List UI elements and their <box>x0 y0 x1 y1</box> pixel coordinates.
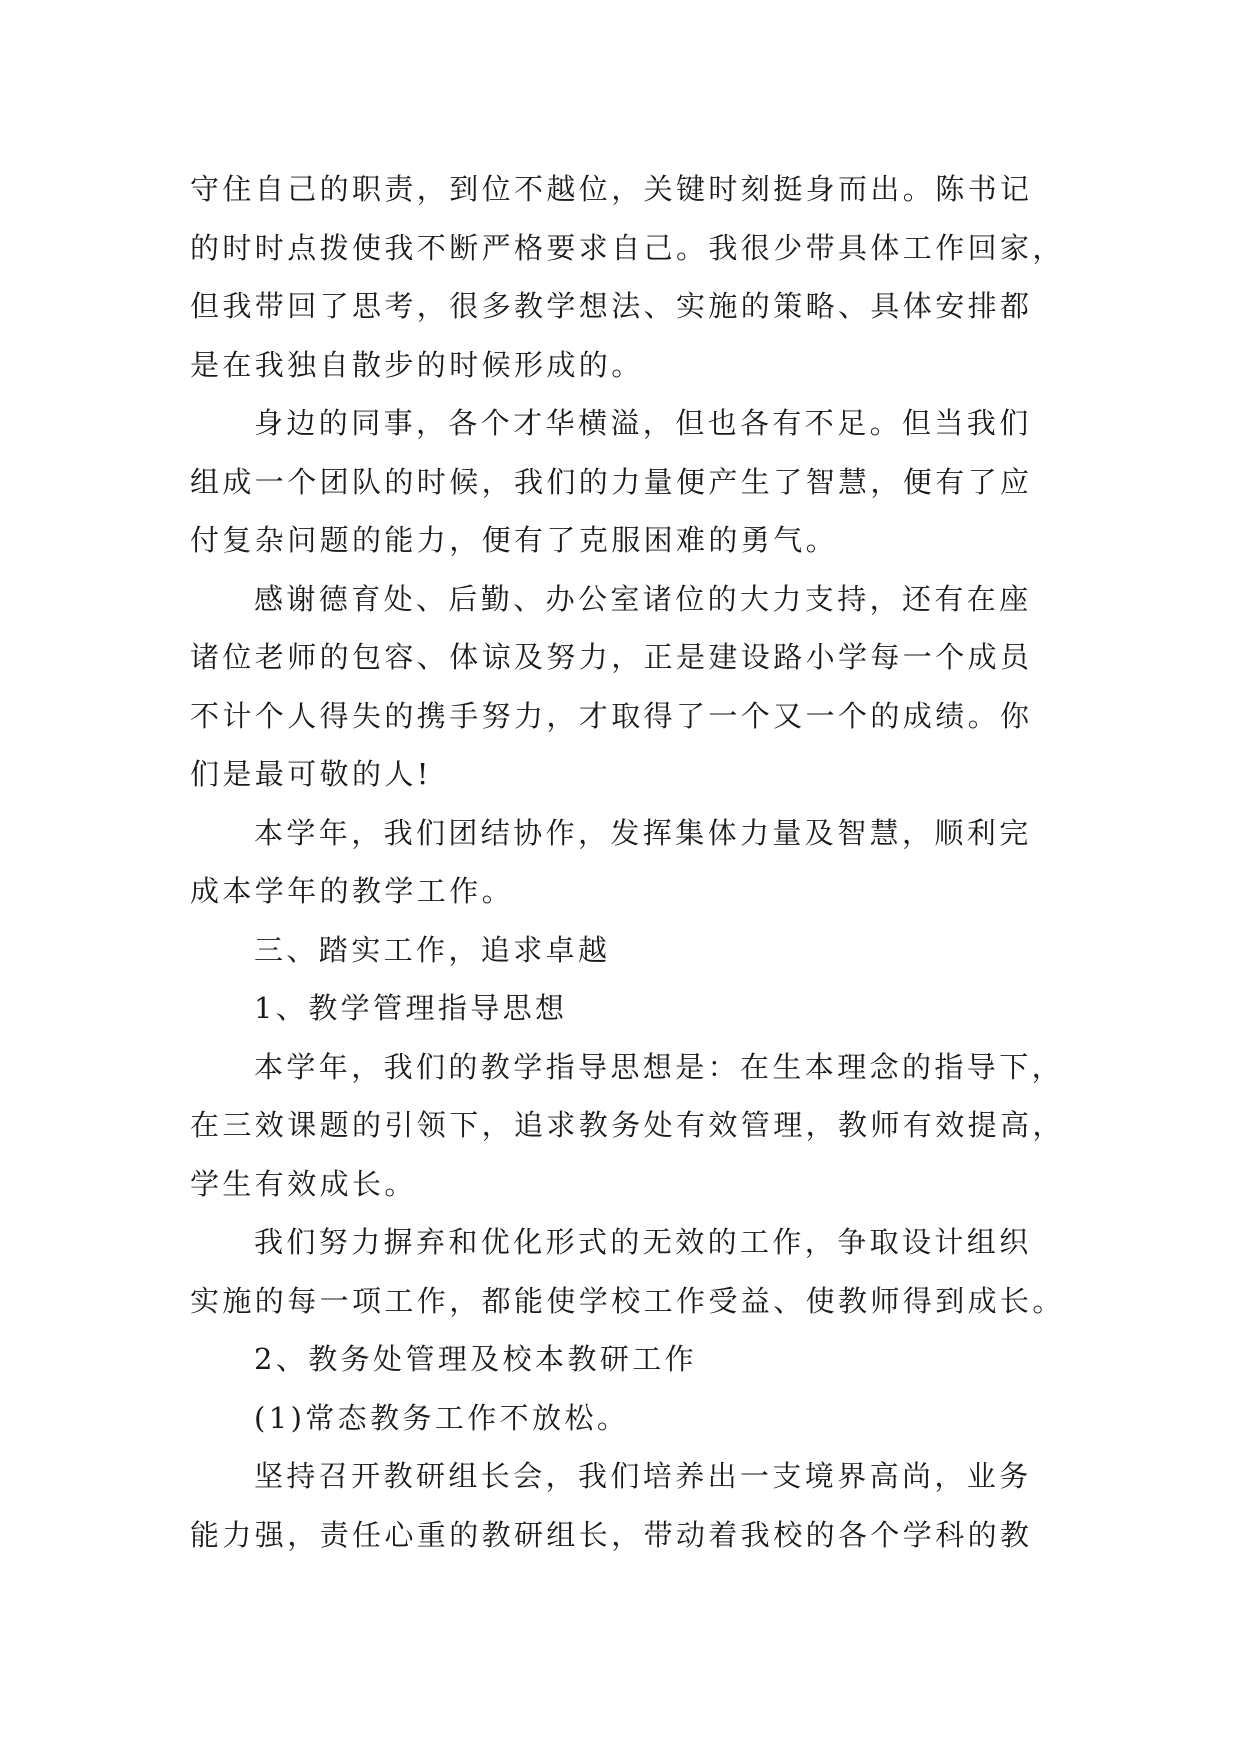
paragraph-start-line: 坚持召开教研组长会，我们培养出一支境界高尚，业务 <box>254 1459 1032 1493</box>
text-line: 守住自己的职责，到位不越位，关键时刻挺身而出。陈书记 <box>190 172 1033 206</box>
text-line: 学生有效成长。 <box>190 1166 417 1201</box>
paragraph-start-line: 我们努力摒弃和优化形式的无效的工作，争取设计组织 <box>254 1225 1032 1259</box>
subsection-heading: 2、教务处管理及校本教研工作 <box>254 1342 698 1376</box>
document-body <box>190 160 1065 1564</box>
paragraph-start-line: 本学年，我们的教学指导思想是：在生本理念的指导下， <box>254 1049 1065 1084</box>
subsection-heading: 1、教学管理指导思想 <box>254 991 568 1025</box>
text-line: 们是最可敬的人! <box>190 757 432 791</box>
text-line: 的时时点拨使我不断严格要求自己。我很少带具体工作回家， <box>190 230 1065 265</box>
item-heading: (1)常态教务工作不放松。 <box>254 1400 630 1435</box>
text-line: 组成一个团队的时候，我们的力量便产生了智慧，便有了应 <box>190 464 1033 499</box>
text-line: 是在我独自散步的时候形成的。 <box>190 347 644 382</box>
text-line: 诸位老师的包容、体谅及努力，正是建设路小学每一个成员 <box>190 640 1033 674</box>
paragraph-start-line: 本学年，我们团结协作，发挥集体力量及智慧，顺利完 <box>254 815 1032 850</box>
text-line: 能力强，责任心重的教研组长，带动着我校的各个学科的教 <box>190 1517 1033 1552</box>
text-line: 在三效课题的引领下，追求教务处有效管理，教师有效提高， <box>190 1108 1065 1142</box>
text-line: 不计个人得失的携手努力，才取得了一个又一个的成绩。你 <box>190 698 1033 733</box>
text-line: 实施的每一项工作，都能使学校工作受益、使教师得到成长。 <box>190 1283 1065 1318</box>
text-line: 付复杂问题的能力，便有了克服困难的勇气。 <box>190 523 839 557</box>
text-line: 成本学年的教学工作。 <box>190 874 515 908</box>
section-heading: 三、踏实工作，追求卓越 <box>254 932 611 967</box>
paragraph-start-line: 感谢德育处、后勤、办公室诸位的大力支持，还有在座 <box>254 581 1032 616</box>
paragraph-start-line: 身边的同事，各个才华横溢，但也各有不足。但当我们 <box>254 406 1032 440</box>
text-line: 但我带回了思考，很多教学想法、实施的策略、具体安排都 <box>190 289 1033 323</box>
